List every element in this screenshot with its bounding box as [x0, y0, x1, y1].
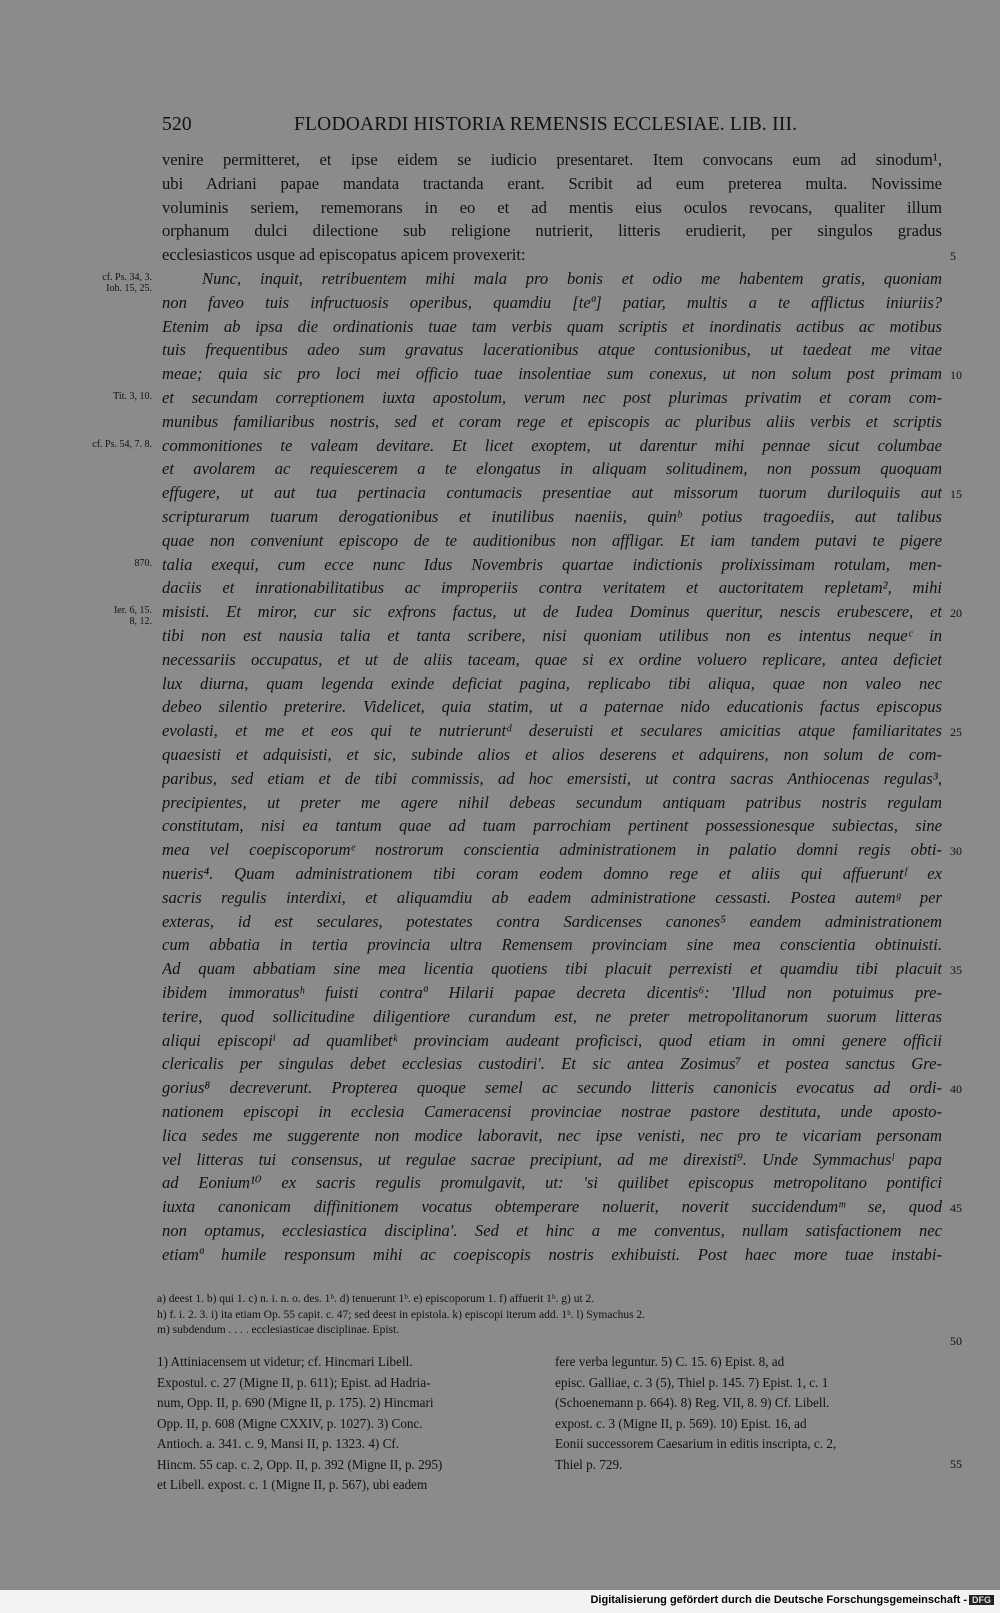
text-line: precipientes, ut preter me agere nihil debeas secundum antiquam patribus nostris regulam: [162, 792, 942, 812]
footnote-line: num, Opp. II, p. 690 (Migne II, p. 175). 2) Hincmari: [157, 1395, 434, 1410]
text-line: [202, 267, 942, 291]
text-line: gorius⁸ decreverunt. Propterea quoque semel ac secundo litteris canonicis evocatus ad ordi-: [162, 1078, 942, 1098]
apparatus-line: a) deest 1. b) qui 1. c) n. i. n. o. des. 1ᵇ. d) tenuerunt 1ᵇ. e) episcoporum 1. f) affuerit 1ᵇ. g) ut 2.: [157, 1293, 595, 1305]
line-number: 20: [950, 606, 962, 621]
text-line: venire permitteret, et ipse eidem se iudicio presentaret. Item convocans eum ad sinodum¹,: [162, 150, 942, 169]
text-line: paribus, sed etiam et de tibi commissis, ad hoc emersisti, ut contra sacras Anthiocenas regulas³,: [162, 768, 942, 788]
line-number: 5: [950, 249, 956, 264]
funding-footer: [590, 1594, 994, 1606]
text-line: non faveo tuis infructuosis operibus, quamdiu [teª] patiar, multis a te afflictus iniuriis?: [162, 292, 942, 312]
text-line: etiamª humile responsum mihi ac coepiscopis nostris exhibuisti. Post haec more tuae instabi-: [162, 1244, 942, 1264]
text-line: talia exequi, cum ecce nunc Idus Novembris quartae indictionis prolixissimam rotulam, men-: [162, 554, 942, 574]
text-line: ecclesiasticos usque ad episcopatus apicem provexerit:: [162, 245, 526, 265]
text-line: evolasti, et me et eos qui te nutrieruntᵈ deseruisti et seculares amicitias atque familiaritates: [162, 721, 942, 741]
footnote-line: expost. c. 3 (Migne II, p. 569). 10) Epist. 16, ad: [555, 1415, 807, 1431]
text-line: meae; quia sic pro loci mei officio tuae insolentiae sum conexus, ut non solum post primam: [162, 364, 942, 384]
text-line: scripturarum tuarum derogationibus et inutilibus naeniis, quinᵇ potius tragoediis, aut talibus: [162, 507, 942, 526]
footnote-line: Thiel p. 729.: [555, 1456, 623, 1472]
footnote-line: Hincm. 55 cap. c. 2, Opp. II, p. 392 (Migne II, p. 295): [157, 1456, 443, 1472]
text-line: commonitiones te valeam devitare. Et licet exoptem, ut darentur mihi pennae sicut columbae: [162, 435, 942, 455]
marginal-reference: cf. Ps. 54, 7. 8.: [92, 438, 152, 450]
text-line: effugere, ut aut tua pertinacia contumacis presentiae aut missorum tuorum duriloquiis aut: [162, 483, 942, 503]
marginal-reference: Ier. 6, 15. 8, 12.: [113, 605, 152, 628]
text-line: ad Eonium¹⁰ ex sacris regulis promulgavit, ut: 'si quilibet episcopus metropolitano pontifici: [162, 1173, 942, 1193]
text-line: orphanum dulci dilectione sub religione nutrierit, litteris erudierit, per singulos gradus: [162, 221, 942, 241]
apparatus-line: m) subdendum . . . . ecclesiasticae disciplinae. Epist.: [157, 1324, 400, 1336]
text-line: lux diurna, quam legenda exinde deficiat pagina, replicabo tibi aliqua, quae non valeo nec: [162, 673, 942, 693]
text-line: vel litteras tui consensus, ut regulae sacrae precipiunt, ad me direxisti⁹. Unde Symmachusˡ papa: [162, 1149, 942, 1169]
line-number: 40: [950, 1082, 962, 1097]
text-line: quae non conveniunt episcopo de te auditionibus non affligar. Et iam tandem putavi te pigere: [162, 530, 942, 550]
funding-text: Digitalisierung gefördert durch die Deutsche Forschungsgemeinschaft -: [590, 1594, 967, 1606]
text-line: voluminis seriem, rememorans in eo et ad mentis eius oculos revocans, qualiter illum: [162, 197, 942, 217]
footnote-line: 1) Attiniacensem ut videtur; cf. Hincmari Libell.: [157, 1354, 413, 1369]
footnote-line: Eonii successorem Caesarium in editis inscripta, c. 2,: [555, 1436, 837, 1451]
text-line: debeo silentio preterire. Videlicet, quia statim, ut a paternae nido educationis factus episcopus: [162, 697, 942, 717]
footnote-line: Antioch. a. 341. c. 9, Mansi II, p. 1323. 4) Cf.: [157, 1436, 400, 1451]
text-line: munibus familiaribus nostris, sed et coram rege et episcopis ac pluribus aliis verbis et scriptis: [162, 411, 942, 431]
footnote-line: et Libell. expost. c. 1 (Migne II, p. 567), ubi eadem: [157, 1477, 428, 1492]
text-line: ubi Adriani papae mandata tractanda erant. Scribit ad eum preterea multa. Novissime: [162, 173, 942, 193]
text-line: aliqui episcopiⁱ ad quamlibetᵏ provinciam audeant proficisci, quod etiam in omni genere officii: [162, 1030, 942, 1050]
marginal-reference: 870.: [134, 557, 152, 569]
line-number: 15: [950, 487, 962, 502]
line-number: 50: [950, 1334, 962, 1348]
text-line: Ad quam abbatiam sine mea licentia quotiens tibi placuit perrexisti et quamdiu tibi placuit: [162, 959, 942, 979]
text-line: clericalis per singulas debet ecclesias custodiri'. Et sic antea Zosimus⁷ et postea sanctus Gre-: [162, 1054, 942, 1074]
line-number: 10: [950, 368, 962, 383]
text-line: constitutam, nisi ea tantum quae ad tuam parrochiam pertinent possessionesque subiectas, sine: [162, 816, 942, 836]
text-line: iuxta canonicam diffinitionem vocatus obtemperare noluerit, noverit succidendumᵐ se, quod: [162, 1197, 942, 1217]
text-line-rest: retribuentem mihi mala pro bonis et odio me habentem gratis, quoniam: [321, 269, 942, 288]
line-number: 25: [950, 725, 962, 740]
page-number: 520: [162, 114, 192, 135]
footnote-line: Expostul. c. 27 (Migne II, p. 611); Epist. ad Hadria-: [157, 1374, 431, 1390]
text-line: et secundam correptionem iuxta apostolum, verum nec post plurimas privatim et coram com-: [162, 388, 942, 407]
text-line: exteras, id est seculares, potestates contra Sardicenses canones⁵ eandem administrationem: [162, 911, 942, 931]
footnote-line: (Schoenemann p. 664). 8) Reg. VII, 8. 9) Cf. Libell.: [555, 1395, 830, 1410]
text-line: sacris regulis interdixi, et aliquamdiu ab eadem administratione cessasti. Postea autemᵍ per: [162, 887, 942, 907]
marginal-reference: cf. Ps. 34, 3. Ioh. 15, 25.: [102, 272, 152, 294]
footnote-line: episc. Galliae, c. 3 (5), Thiel p. 145. 7) Epist. 1, c. 1: [555, 1374, 829, 1390]
text-line: quaesisti et adquisisti, et sic, subinde alios et alios deserens et adquirens, non solum de com-: [162, 745, 942, 764]
footnote-line: fere verba leguntur. 5) C. 15. 6) Epist. 8, ad: [555, 1354, 785, 1369]
line-number: 45: [950, 1201, 962, 1216]
text-line: Etenim ab ipsa die ordinationis tuae tam verbis quam scriptis et inordinatis actibus ac motibus: [162, 316, 942, 336]
text-line: lica sedes me suggerente non modice laboravit, nec ipse venisti, nec pro te vicariam personam: [162, 1125, 942, 1145]
line-number: 30: [950, 844, 962, 859]
running-title: FLODOARDI HISTORIA REMENSIS ECCLESIAE. LIB. III.: [294, 114, 798, 135]
text-line: daciis et inrationabilitatibus ac improperiis contra veritatem et auctoritatem repletam², mihi: [162, 578, 942, 598]
line-number: 35: [950, 963, 962, 978]
text-line: et avolarem ac requiescerem a te elongatus in aliquam solitudinem, non possum quoquam: [162, 459, 942, 479]
text-line: tibi non est nausia talia et tanta scribere, nisi quoniam utilibus non es intentus nequeᶜ in: [162, 626, 942, 645]
text-line: nueris⁴. Quam administrationem tibi coram eodem domno rege et aliis qui affueruntᶠ ex: [162, 864, 942, 883]
text-line: necessariis occupatus, et ut de aliis taceam, quae si ex ordine voluero replicare, antea deficiet: [162, 649, 942, 669]
text-line: misisti. Et miror, cur sic exfrons factus, ut de Iudea Dominus queritur, nescis erubescere, et: [162, 602, 942, 622]
text-line-lead: Nunc, inquit,: [202, 269, 322, 288]
marginal-reference: Tit. 3, 10.: [113, 391, 152, 402]
apparatus-line: h) f. i. 2. 3. i) ita etiam Op. 55 capit. c. 47; sed deest in epistola. k) episcopi iterum add. 1ᵇ. l) Symachus 2.: [157, 1308, 646, 1321]
text-line: terire, quod sollicitudine diligentiore curandum est, ne preter metropolitanorum suorum litteras: [162, 1006, 942, 1026]
dfg-logo: DFG: [969, 1595, 994, 1605]
text-line: nationem episcopi in ecclesia Cameracensi provinciae nostrae pastore destituta, unde aposto-: [162, 1102, 942, 1121]
text-line: cum abbatia in tertia provincia ultra Remensem provinciam sine mea conscientia obtinuisti.: [162, 935, 942, 955]
text-line: tuis frequentibus adeo sum gravatus lacerationibus atque contusionibus, ut taedeat me vitae: [162, 340, 942, 360]
text-line: mea vel coepiscoporumᵉ nostrorum conscientia administrationem in palatio domni regis obti-: [162, 840, 942, 860]
text-line: ibidem immoratusʰ fuisti contraª Hilarii papae decreta dicentis⁶: 'Illud non potuimus pre-: [162, 983, 942, 1002]
footnote-line: Opp. II, p. 608 (Migne CXXIV, p. 1027). 3) Conc.: [157, 1415, 423, 1431]
text-line: non optamus, ecclesiastica disciplina'. Sed et hinc a me conventus, nullam satisfactionem nec: [162, 1221, 942, 1240]
line-number: 55: [950, 1457, 962, 1471]
